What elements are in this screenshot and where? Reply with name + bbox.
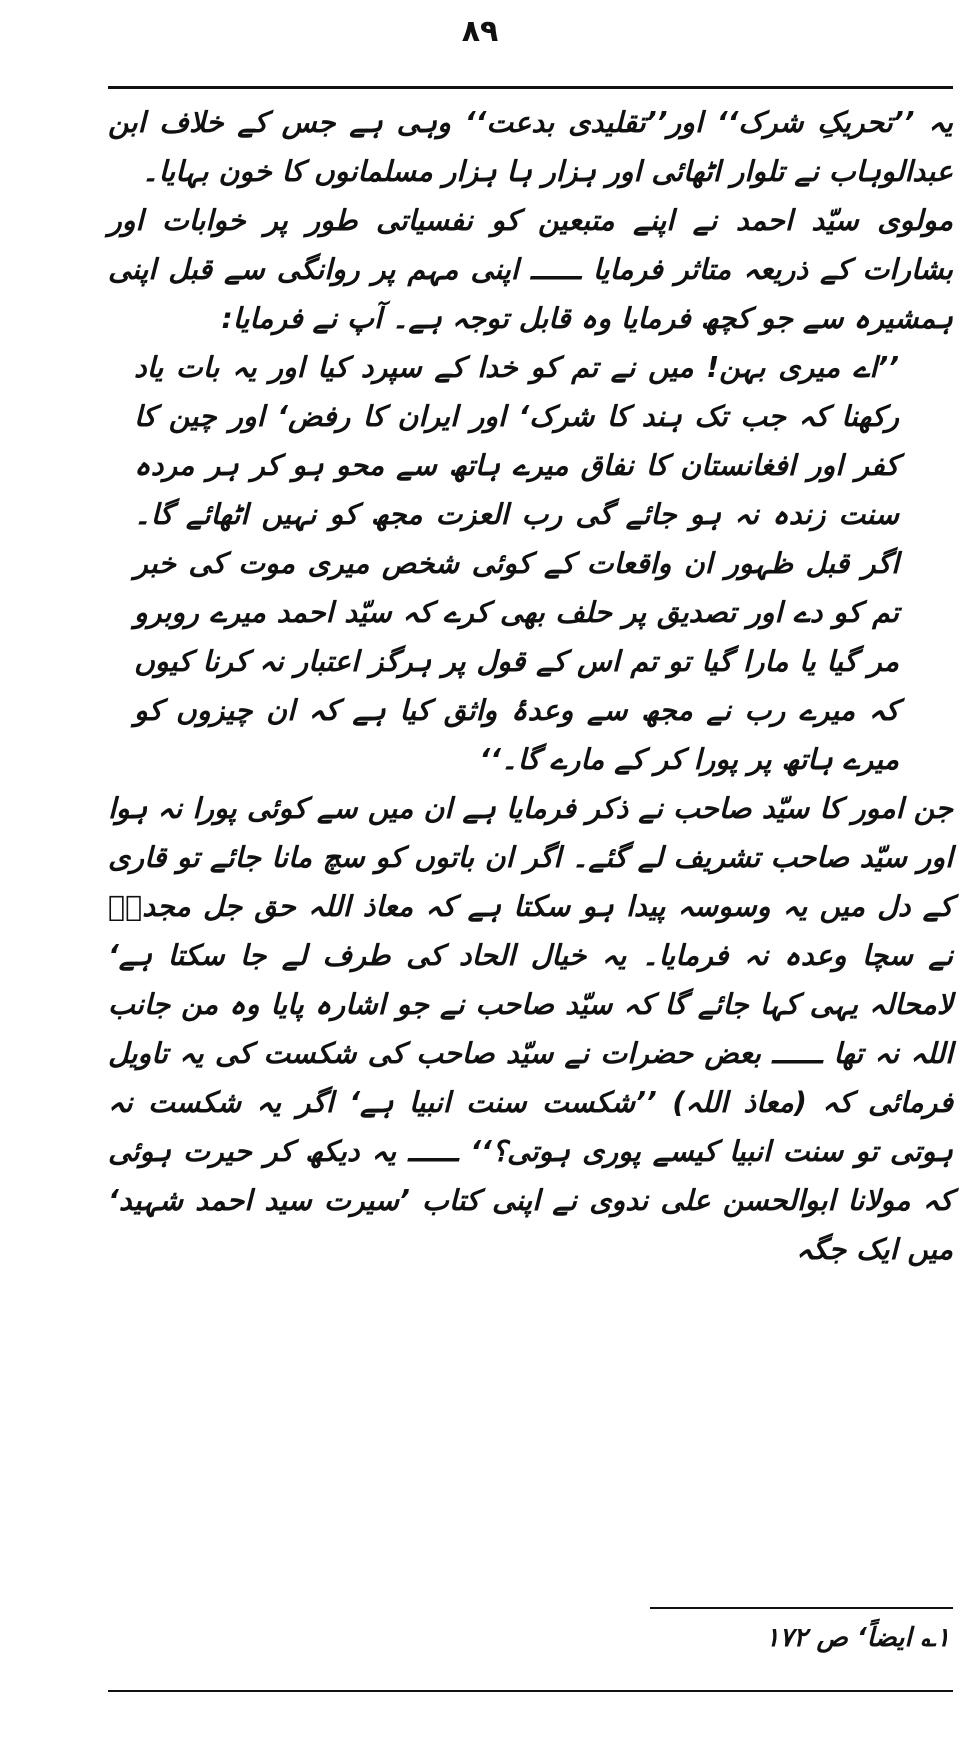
- header-rule: [108, 86, 953, 89]
- paragraph-1: یہ ’’تحریکِ شرک‘‘ اور’’تقلیدی بدعت‘‘ وہی ہے جس کے خلاف ابن عبدالوہاب نے تلوار اٹھائی اور ہزار ہا ہزار مسلمانوں کا خون بہایا۔: [108, 106, 953, 188]
- paragraph-2: مولوی سیّد احمد نے اپنے متبعین کو نفسیاتی طور پر خوابات اور بشارات کے ذریعہ متاثر فرمایا ــــــ اپنی مہم پر روانگی سے قبل اپنی ہمشیرہ سے جو کچھ فرمایا وہ قابل توجہ ہے۔ آپ نے فرمایا:: [108, 204, 953, 335]
- main-text: [108, 98, 953, 1274]
- block-quote: ’’اے میری بہن! میں نے تم کو خدا کے سپرد کیا اور یہ بات یاد رکھنا کہ جب تک ہند کا شرک‘ اور ایران کا رفض‘ اور چین کا کفر اور افغانستان کا نفاق میرے ہاتھ سے محو ہو کر ہر مردہ سنت زندہ نہ ہو جائے گی رب العزت مجھ کو نہیں اٹھائے گا۔ اگر قبل ظہور ان واقعات کے کوئی شخص میری موت کی خبر تم کو دے اور تصدیق پر حلف بھی کرے کہ سیّد احمد میرے روبرو مر گیا یا مارا گیا تو تم اس کے قول پر ہرگز اعتبار نہ کرنا کیوں کہ میرے رب نے مجھ سے وعدۂ واثق کیا ہے کہ ان چیزوں کو میرے ہاتھ پر پورا کر کے مارے گا۔‘‘: [134, 351, 899, 776]
- footnote-rule: [650, 1607, 953, 1609]
- bottom-rule: [108, 1690, 953, 1692]
- page-number: ۸۹: [461, 14, 499, 49]
- paragraph-3: جن امور کا سیّد صاحب نے ذکر فرمایا ہے ان میں سے کوئی پورا نہ ہوا اور سیّد صاحب تشریف لے گئے۔ اگر ان باتوں کو سچ مانا جائے تو قاری کے دل میں یہ وسوسہ پیدا ہو سکتا ہے کہ معاذ اللہ حق جل مجدہٗ نے سچا وعدہ نہ فرمایا۔ یہ خیال الحاد کی طرف لے جا سکتا ہے‘ لامحالہ یہی کہا جائے گا کہ سیّد صاحب نے جو اشارہ پایا وہ من جانب اللہ نہ تھا ــــــ بعض حضرات نے سیّد صاحب کی شکست کی یہ تاویل فرمائی کہ (معاذ اللہ) ’’شکست سنت انبیا ہے‘ اگر یہ شکست نہ ہوتی تو سنت انبیا کیسے پوری ہوتی؟‘‘ ــــــ یہ دیکھ کر حیرت ہوئی کہ مولانا ابوالحسن علی ندوی نے اپنی کتاب ’سیرت سید احمد شہید‘ میں ایک جگہ: [108, 792, 953, 1266]
- footnote: ۱؎ ایضاً‘ ص ۱۷۲: [765, 1623, 950, 1653]
